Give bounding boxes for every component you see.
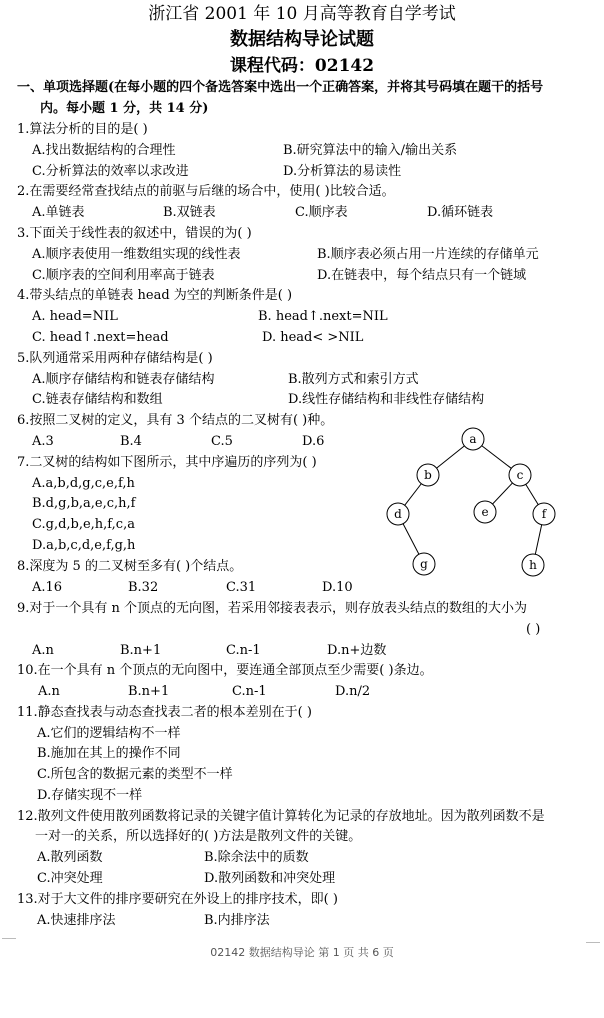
option: D.10 (322, 580, 353, 595)
subject-title: 数据结构导论试题 (230, 29, 374, 50)
question-stem-continued: 一对一的关系，所以选择好的( )方法是散列文件的关键。 (35, 829, 362, 844)
tree-node-label: a (469, 432, 477, 446)
question-stem: 7.二叉树的结构如下图所示，其中序遍历的序列为( ) (17, 455, 317, 470)
option: B.内排序法 (204, 913, 270, 928)
option: C.n-1 (226, 643, 261, 658)
option: A.散列函数 (37, 850, 103, 865)
option: A.16 (32, 580, 63, 595)
option: A.顺序存储结构和链表存储结构 (32, 372, 215, 387)
option: A.顺序表使用一维数组实现的线性表 (32, 247, 241, 262)
question-stem: 5.队列通常采用两种存储结构是( ) (17, 351, 213, 366)
option: D. head< >NIL (262, 330, 364, 345)
option: D.在链表中，每个结点只有一个链域 (317, 268, 527, 283)
answer-bracket: ( ) (526, 622, 541, 637)
option: D.散列函数和冲突处理 (204, 871, 336, 886)
question-stem: 6.按照二叉树的定义，具有 3 个结点的二叉树有( )种。 (17, 413, 334, 428)
option: B.顺序表必须占用一片连续的存储单元 (317, 247, 539, 262)
option: B. head↑.next=NIL (258, 309, 388, 324)
tree-node-label: c (516, 468, 524, 482)
exam-title: 浙江省 2001 年 10 月高等教育自学考试 (148, 4, 456, 24)
page-footer: 02142 数据结构导论 第 1 页 共 6 页 (210, 946, 394, 959)
option: C.冲突处理 (37, 871, 103, 886)
question-stem: 8.深度为 5 的二叉树至多有( )个结点。 (17, 559, 243, 574)
question-stem: 1.算法分析的目的是( ) (17, 122, 148, 137)
section-heading-line1: 一、单项选择题(在每小题的四个备选答案中选出一个正确答案，并将其号码填在题干的括号 (17, 80, 544, 95)
option: D.循环链表 (427, 205, 494, 220)
question-stem: 13.对于大文件的排序要研究在外设上的排序技术，即( ) (17, 892, 338, 907)
section-heading-line2: 内。每小题 1 分，共 14 分) (40, 101, 209, 116)
option: D.分析算法的易读性 (283, 164, 402, 179)
option: A.单链表 (32, 205, 85, 220)
option: B.d,g,b,a,e,c,h,f (32, 496, 136, 511)
option: C.链表存储结构和数组 (32, 392, 163, 407)
question-stem: 12.散列文件使用散列函数将记录的关键字值计算转化为记录的存放地址。因为散列函数不是 (17, 809, 545, 824)
option: C.分析算法的效率以求改进 (32, 164, 189, 179)
course-code: 课程代码：02142 (229, 56, 375, 76)
tree-node-label: b (424, 468, 432, 482)
option: C.g,d,b,e,h,f,c,a (32, 517, 135, 532)
option: B.n+1 (128, 684, 170, 699)
option: D.线性存储结构和非线性存储结构 (288, 392, 485, 407)
question-stem: 10.在一个具有 n 个顶点的无向图中，要连通全部顶点至少需要( )条边。 (17, 663, 433, 678)
option: C. head↑.next=head (32, 330, 169, 345)
option: C.顺序表的空间利用率高于链表 (32, 268, 215, 283)
option: B.散列方式和索引方式 (288, 372, 419, 387)
tree-node-label: d (394, 507, 402, 521)
tree-node-label: g (420, 557, 428, 571)
option: A.快速排序法 (37, 913, 116, 928)
option: C.所包含的数据元素的类型不一样 (37, 767, 233, 782)
option: B.4 (120, 434, 142, 449)
option: B.施加在其上的操作不同 (37, 746, 181, 761)
option: D.存储实现不一样 (37, 788, 143, 803)
tree-node-label: f (541, 507, 547, 521)
option: A.它们的逻辑结构不一样 (37, 726, 181, 741)
option: C.31 (226, 580, 257, 595)
option: A.3 (32, 434, 54, 449)
corner-mark (586, 928, 600, 943)
option: D.n+边数 (327, 643, 387, 658)
option: A.n (38, 684, 60, 699)
option: B.双链表 (163, 205, 216, 220)
option: A.n (32, 643, 54, 658)
option: B.32 (128, 580, 159, 595)
option: D.n/2 (335, 684, 371, 699)
question-stem: 3.下面关于线性表的叙述中，错误的为( ) (17, 226, 252, 241)
option: D.a,b,c,d,e,f,g,h (32, 538, 136, 553)
question-stem: 11.静态查找表与动态查找表二者的根本差别在于( ) (17, 705, 312, 720)
question-stem: 4.带头结点的单链表 head 为空的判断条件是( ) (17, 288, 293, 303)
option: C.顺序表 (295, 205, 348, 220)
option: D.6 (302, 434, 325, 449)
option: B.除余法中的质数 (204, 850, 309, 865)
option: A.找出数据结构的合理性 (32, 143, 176, 158)
option: C.5 (211, 434, 233, 449)
tree-node-label: e (481, 505, 489, 519)
question-stem: 2.在需要经常查找结点的前驱与后继的场合中，使用( )比较合适。 (17, 184, 395, 199)
option: A.a,b,d,g,c,e,f,h (32, 476, 135, 491)
binary-tree-diagram (380, 422, 580, 582)
question-stem: 9.对于一个具有 n 个顶点的无向图，若采用邻接表表示，则存放表头结点的数组的大小为 (17, 601, 528, 616)
tree-node-label: h (529, 558, 537, 572)
option: A. head=NIL (32, 309, 118, 324)
option: B.n+1 (120, 643, 162, 658)
option: B.研究算法中的输入/输出关系 (283, 143, 458, 158)
option: C.n-1 (232, 684, 267, 699)
